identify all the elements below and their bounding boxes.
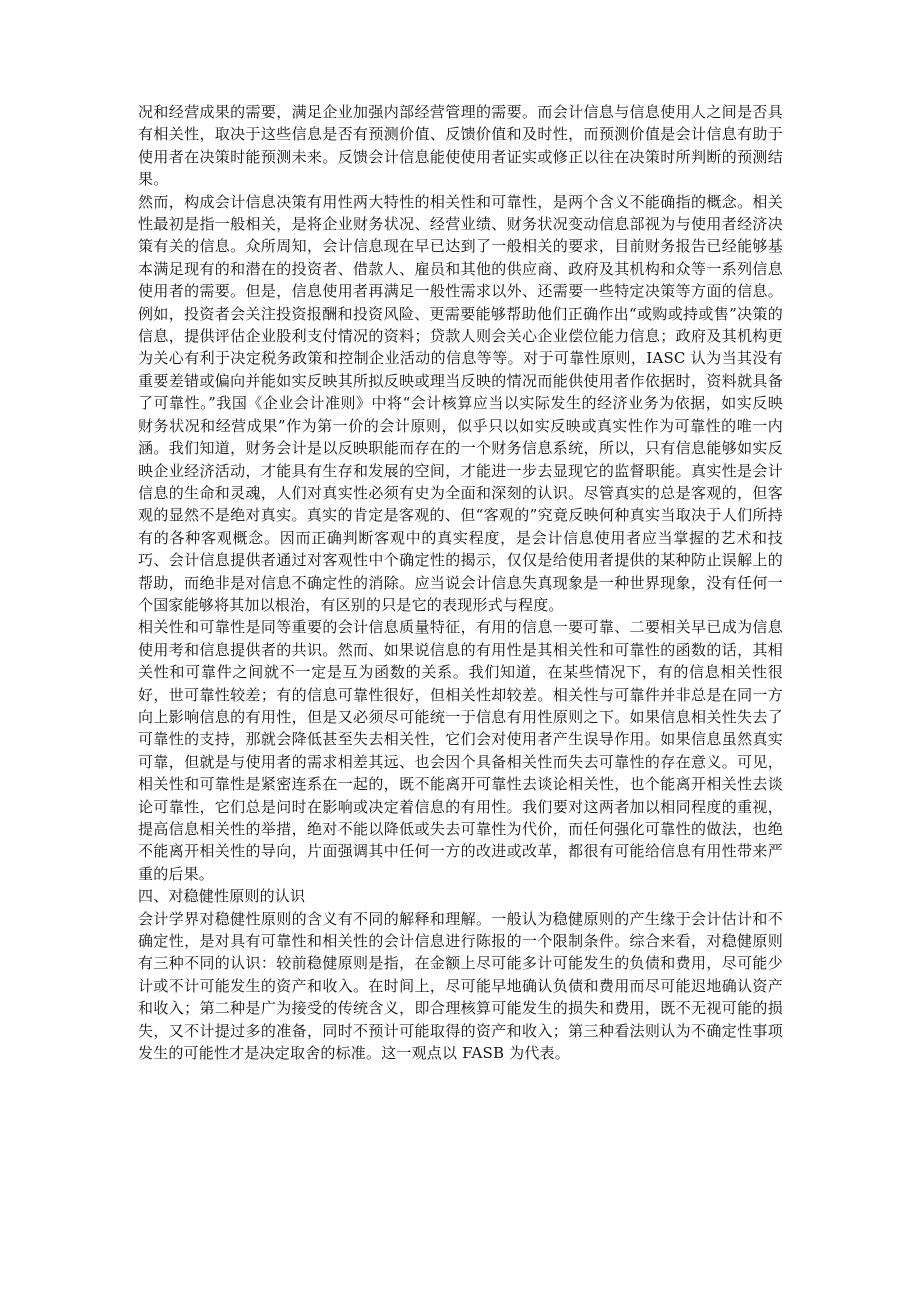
document-body — [138, 101, 783, 1064]
paragraph-3: 相关性和可靠性是同等重要的会计信息质量特征，有用的信息一要可靠、二要相关早已成为信息使用考和信息提供者的共识。然而、如果说信息的有用性是其相关性和可靠性的函数的话，其相关性和可靠件之间就不一定是互为函数的关系。我们知道，在某些情况下，有的信息相关性很好，世可靠性较差；有的信息可靠性很好，但相关性却较差。相关性与可靠件并非总是在同一方向上影响信息的有用性，但是又必须尽可能统一于信息有用性原则之下。如果信息相关性失去了可靠性的支持，那就会降低甚至失去相关性，它们会对使用者产生误导作用。如果信息虽然真实可靠，但就是与使用者的需求相差其远、也会因个具备相关性而失去可靠性的存在意义。可见，相关性和可靠性是紧密连系在一起的，既不能离开可靠性去谈论相关性，也个能离开相关性去谈论可靠性，它们总是问时在影响或决定着信息的有用性。我们要对这两者加以相同程度的重视，提高信息相关性的举措，绝对不能以降低或失去可靠性为代价，而任何强化可靠性的做法，也绝不能离开相关性的导向，片面强调其中任何一方的改进或改革，都很有可能给信息有用性带来严重的后果。 — [138, 618, 783, 883]
paragraph-1: 况和经营成果的需要，满足企业加强内部经营管理的需要。而会计信息与信息使用人之间是否具有相关性，取决于这些信息是否有预测价值、反馈价值和及时性，而预测价值是会计信息有助于使用者在决策时能预测未来。反馈会计信息能使使用者证实或修正以往在决策时所判断的预测结果。 — [138, 103, 783, 189]
paragraph-4: 会计学界对稳健性原则的含义有不同的解释和理解。一般认为稳健原则的产生缘于会计估计和不确定性，是对具有可靠性和相关性的会计信息进行陈报的一个限制条件。综合来看，对稳健原则有三种不同的认识：较前稳健原则是指，在金额上尽可能多计可能发生的负债和费用，尽可能少计或不计可能发生的资产和收入。在时间上，尽可能早地确认负债和费用而尽可能迟地确认资产和收入；第二种是广为接受的传统含义，即合理核算可能发生的损失和费用，既不无视可能的损失，又不计提过多的准备，同时不预计可能取得的资产和收入；第三种看法则认为不确定性事项发生的可能性才是决定取舍的标准。这一观点以 FASB 为代表。 — [138, 909, 783, 1063]
section-heading: 四、对稳健性原则的认识 — [138, 887, 306, 906]
paragraph-2: 然而，构成会计信息决策有用性两大特性的相关性和可靠性，是两个含义不能确指的概念。相关性最初是指一般相关，是将企业财务状况、经营业绩、财务状况变动信息部视为与使用者经济决策有关的信息。众所周知，会计信息现在早已达到了一般相关的要求，目前财务报告已经能够基本满足现有的和潜在的投资者、借款人、雇员和其他的供应商、政府及其机构和众等一系列信息使用者的需要。但是，信息使用者再满足一般性需求以外、还需要一些特定决策等方面的信息。例如，投资者会关注投资报酬和投资风险、更需要能够帮助他们正确作出“或购或持或售”决策的信息，提供评估企业股利支付情况的资料；贷款人则会关心企业偿位能力信息；政府及其机构更为关心有利于决定税务政策和控制企业活动的信息等等。对于可靠性原则，IASC 认为当其没有重要差错或偏向并能如实反映其所拟反映或理当反映的情况而能供使用者作依据时，资料就具备了可靠性。”我国《企业会计准则》中将“会计核算应当以实际发生的经济业务为依据，如实反映财务状况和经营成果”作为第一价的会计原则，似乎只以如实反映或真实性作为可靠性的唯一内涵。我们知道，财务会计是以反映职能而存在的一个财务信息系统，所以，只有信息能够如实反映企业经济活动，才能具有生存和发展的空间，才能进一步去显现它的监督职能。真实性是会计信息的生命和灵魂，人们对真实性必须有史为全面和深刻的认识。尽管真实的总是客观的，但客观的显然不是绝对真实。真实的肯定是客观的、但“客观的”究竟反映何种真实当取决于人们所持有的各种客观概念。因而正确判断客观中的真实程度，是会计信息使用者应当掌握的艺术和技巧、会计信息提供者通过对客观性中个确定性的揭示，仅仅是给使用者提供的某种防止误解上的帮助，而绝非是对信息不确定性的消除。应当说会计信息失真现象是一种世界现象，没有任何一个国家能够将其加以根治，有区别的只是它的表现形式与程度。 — [138, 192, 783, 614]
